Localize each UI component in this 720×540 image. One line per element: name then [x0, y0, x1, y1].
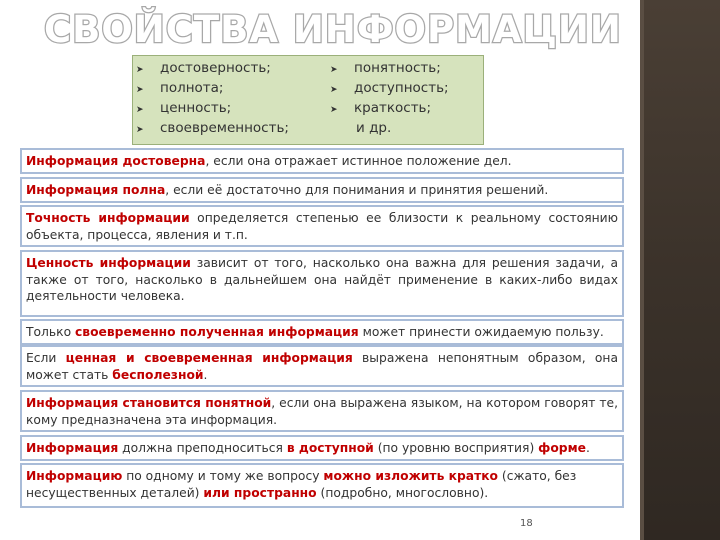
statement-box-accuracy [20, 205, 624, 247]
statement-part: (по уровню восприятия) [373, 441, 539, 455]
properties-box [132, 55, 484, 145]
statement-part: Информация полна [26, 183, 166, 197]
statement-part: (подробно, многословно). [316, 485, 489, 500]
arrow-bullet-icon: ➤ [330, 65, 338, 75]
statement-part: Только [26, 325, 76, 339]
statement-part: выражена непонятным образом, она может стать [26, 351, 618, 382]
list-item: ➤ краткость; [330, 98, 449, 118]
statement-box-brevity [20, 463, 624, 508]
statement-part: по одному и тому же вопросу [122, 469, 324, 483]
list-item: ➤ достоверность; [136, 58, 289, 78]
statement-part: (сжато, без несущественных деталей) [26, 469, 577, 500]
statement-part: или пространно [203, 485, 317, 500]
statement-part: Информация [26, 441, 119, 455]
page-number: 18 [520, 518, 533, 529]
list-item: ➤ своевременность; [136, 118, 289, 138]
statement-part: зависит от того, насколько она важна для решения задачи, а также от того, насколько в дальнейшем она найдёт применение в каких-либо видах деятельности человека. [26, 256, 619, 303]
arrow-bullet-icon: ➤ [136, 85, 144, 95]
statement-part: может принести ожидаемую пользу. [358, 325, 604, 339]
statement-box-value [20, 250, 624, 317]
statement-box-usefulness [20, 345, 624, 387]
statement-part: Информацию [26, 469, 123, 483]
statement-box-clarity [20, 390, 624, 432]
statement-box-completeness [20, 177, 624, 203]
statement-part: , если она отражает истинное положение дел. [205, 154, 512, 168]
statement-box-accessibility [20, 435, 624, 461]
arrow-bullet-icon: ➤ [136, 65, 144, 75]
arrow-bullet-icon: ➤ [330, 85, 338, 95]
list-item: ➤ доступность; [330, 78, 449, 98]
arrow-bullet-icon: ➤ [136, 125, 144, 135]
statement-part: . [203, 367, 208, 382]
decorative-side-panel [640, 0, 720, 540]
arrow-bullet-icon: ➤ [330, 105, 338, 115]
statement-part: определяется степенью ее близости к реальному состоянию объекта, процесса, явления и т.п. [26, 211, 618, 242]
statement-part: Информация достоверна [26, 154, 206, 168]
statement-box-reliability [20, 148, 624, 174]
properties-list-right [330, 58, 449, 138]
list-item: ➤ понятность; [330, 58, 449, 78]
properties-list-left [136, 58, 289, 138]
statement-part: должна преподноситься [118, 441, 287, 455]
statement-part: бесполезной [112, 367, 204, 382]
list-item: ➤ ценность; [136, 98, 289, 118]
statement-box-timeliness [20, 319, 624, 345]
statement-part: форме [538, 441, 586, 455]
statement-part: в доступной [286, 441, 374, 455]
statement-part: ценная и своевременная информация [65, 351, 353, 365]
statement-part: можно изложить кратко [323, 469, 498, 483]
arrow-bullet-icon: ➤ [136, 105, 144, 115]
statement-part: Если [26, 351, 66, 365]
statement-part: , если она выражена языком, на котором говорят те, кому предназначена эта информация. [26, 396, 618, 427]
statement-part: , если её достаточно для понимания и принятия решений. [165, 183, 549, 197]
statement-part: Информация становится понятной [26, 396, 272, 410]
statement-part: Ценность информации [26, 256, 191, 270]
list-item: и др. [356, 120, 392, 136]
slide-title: СВОЙСТВА ИНФОРМАЦИИ [44, 8, 622, 51]
statement-part: своевременно полученная информация [75, 325, 359, 339]
statement-part: . [586, 441, 590, 455]
list-item: ➤ полнота; [136, 78, 289, 98]
statement-part: Точность информации [26, 211, 190, 225]
